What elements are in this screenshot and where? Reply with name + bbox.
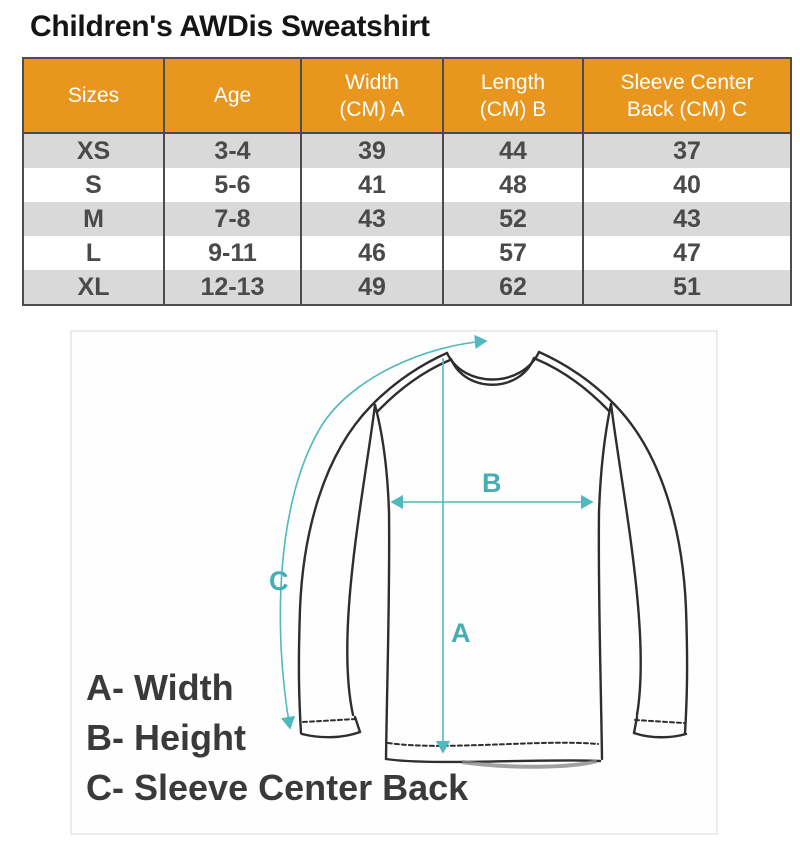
table-row — [23, 168, 791, 202]
age-cell: 5-6 — [164, 168, 301, 202]
table-row — [23, 270, 791, 305]
sleeve-cell: 40 — [583, 168, 791, 202]
length-cell: 57 — [443, 236, 583, 270]
measurement-diagram-box — [70, 330, 718, 835]
size-cell: XL — [23, 270, 164, 305]
header-line: Back (CM) C — [626, 97, 748, 121]
header-cell-age — [164, 58, 301, 133]
width-cell: 39 — [301, 133, 443, 168]
width-cell: 41 — [301, 168, 443, 202]
size-cell: S — [23, 168, 164, 202]
table-row — [23, 236, 791, 270]
header-line: Sleeve Center — [620, 70, 754, 94]
header-cell-length — [443, 58, 583, 133]
age-cell: 3-4 — [164, 133, 301, 168]
table-row — [23, 133, 791, 168]
width-cell: 46 — [301, 236, 443, 270]
legend-line-c: C- Sleeve Center Back — [86, 767, 469, 808]
table-header-row — [23, 58, 791, 133]
sleeve-cell: 37 — [583, 133, 791, 168]
sleeve-cell: 47 — [583, 236, 791, 270]
sleeve-cell: 51 — [583, 270, 791, 305]
page-title: Children's AWDis Sweatshirt — [30, 10, 430, 43]
header-line: Sizes — [67, 84, 120, 107]
length-cell: 44 — [443, 133, 583, 168]
header-cell-sizes — [23, 58, 164, 133]
width-cell: 49 — [301, 270, 443, 305]
length-cell: 62 — [443, 270, 583, 305]
length-cell: 52 — [443, 202, 583, 236]
label-c: C — [269, 566, 289, 596]
header-line: Length — [480, 70, 546, 94]
label-b: B — [482, 468, 502, 498]
size-cell: M — [23, 202, 164, 236]
age-cell: 12-13 — [164, 270, 301, 305]
age-cell: 7-8 — [164, 202, 301, 236]
header-line: Width — [345, 70, 399, 94]
label-a: A — [451, 618, 471, 648]
sleeve-cell: 43 — [583, 202, 791, 236]
header-line: (CM) B — [479, 97, 547, 121]
width-cell: 43 — [301, 202, 443, 236]
size-cell: XS — [23, 133, 164, 168]
header-line: (CM) A — [339, 97, 405, 121]
table-row — [23, 202, 791, 236]
header-cell-sleeve — [583, 58, 791, 133]
size-cell: L — [23, 236, 164, 270]
diagram-legend — [86, 663, 468, 813]
header-line: Age — [213, 84, 252, 107]
legend-line-b: B- Height — [86, 717, 246, 758]
header-cell-width — [301, 58, 443, 133]
length-cell: 48 — [443, 168, 583, 202]
size-chart-table — [22, 57, 792, 306]
age-cell: 9-11 — [164, 236, 301, 270]
legend-line-a: A- Width — [86, 667, 234, 708]
